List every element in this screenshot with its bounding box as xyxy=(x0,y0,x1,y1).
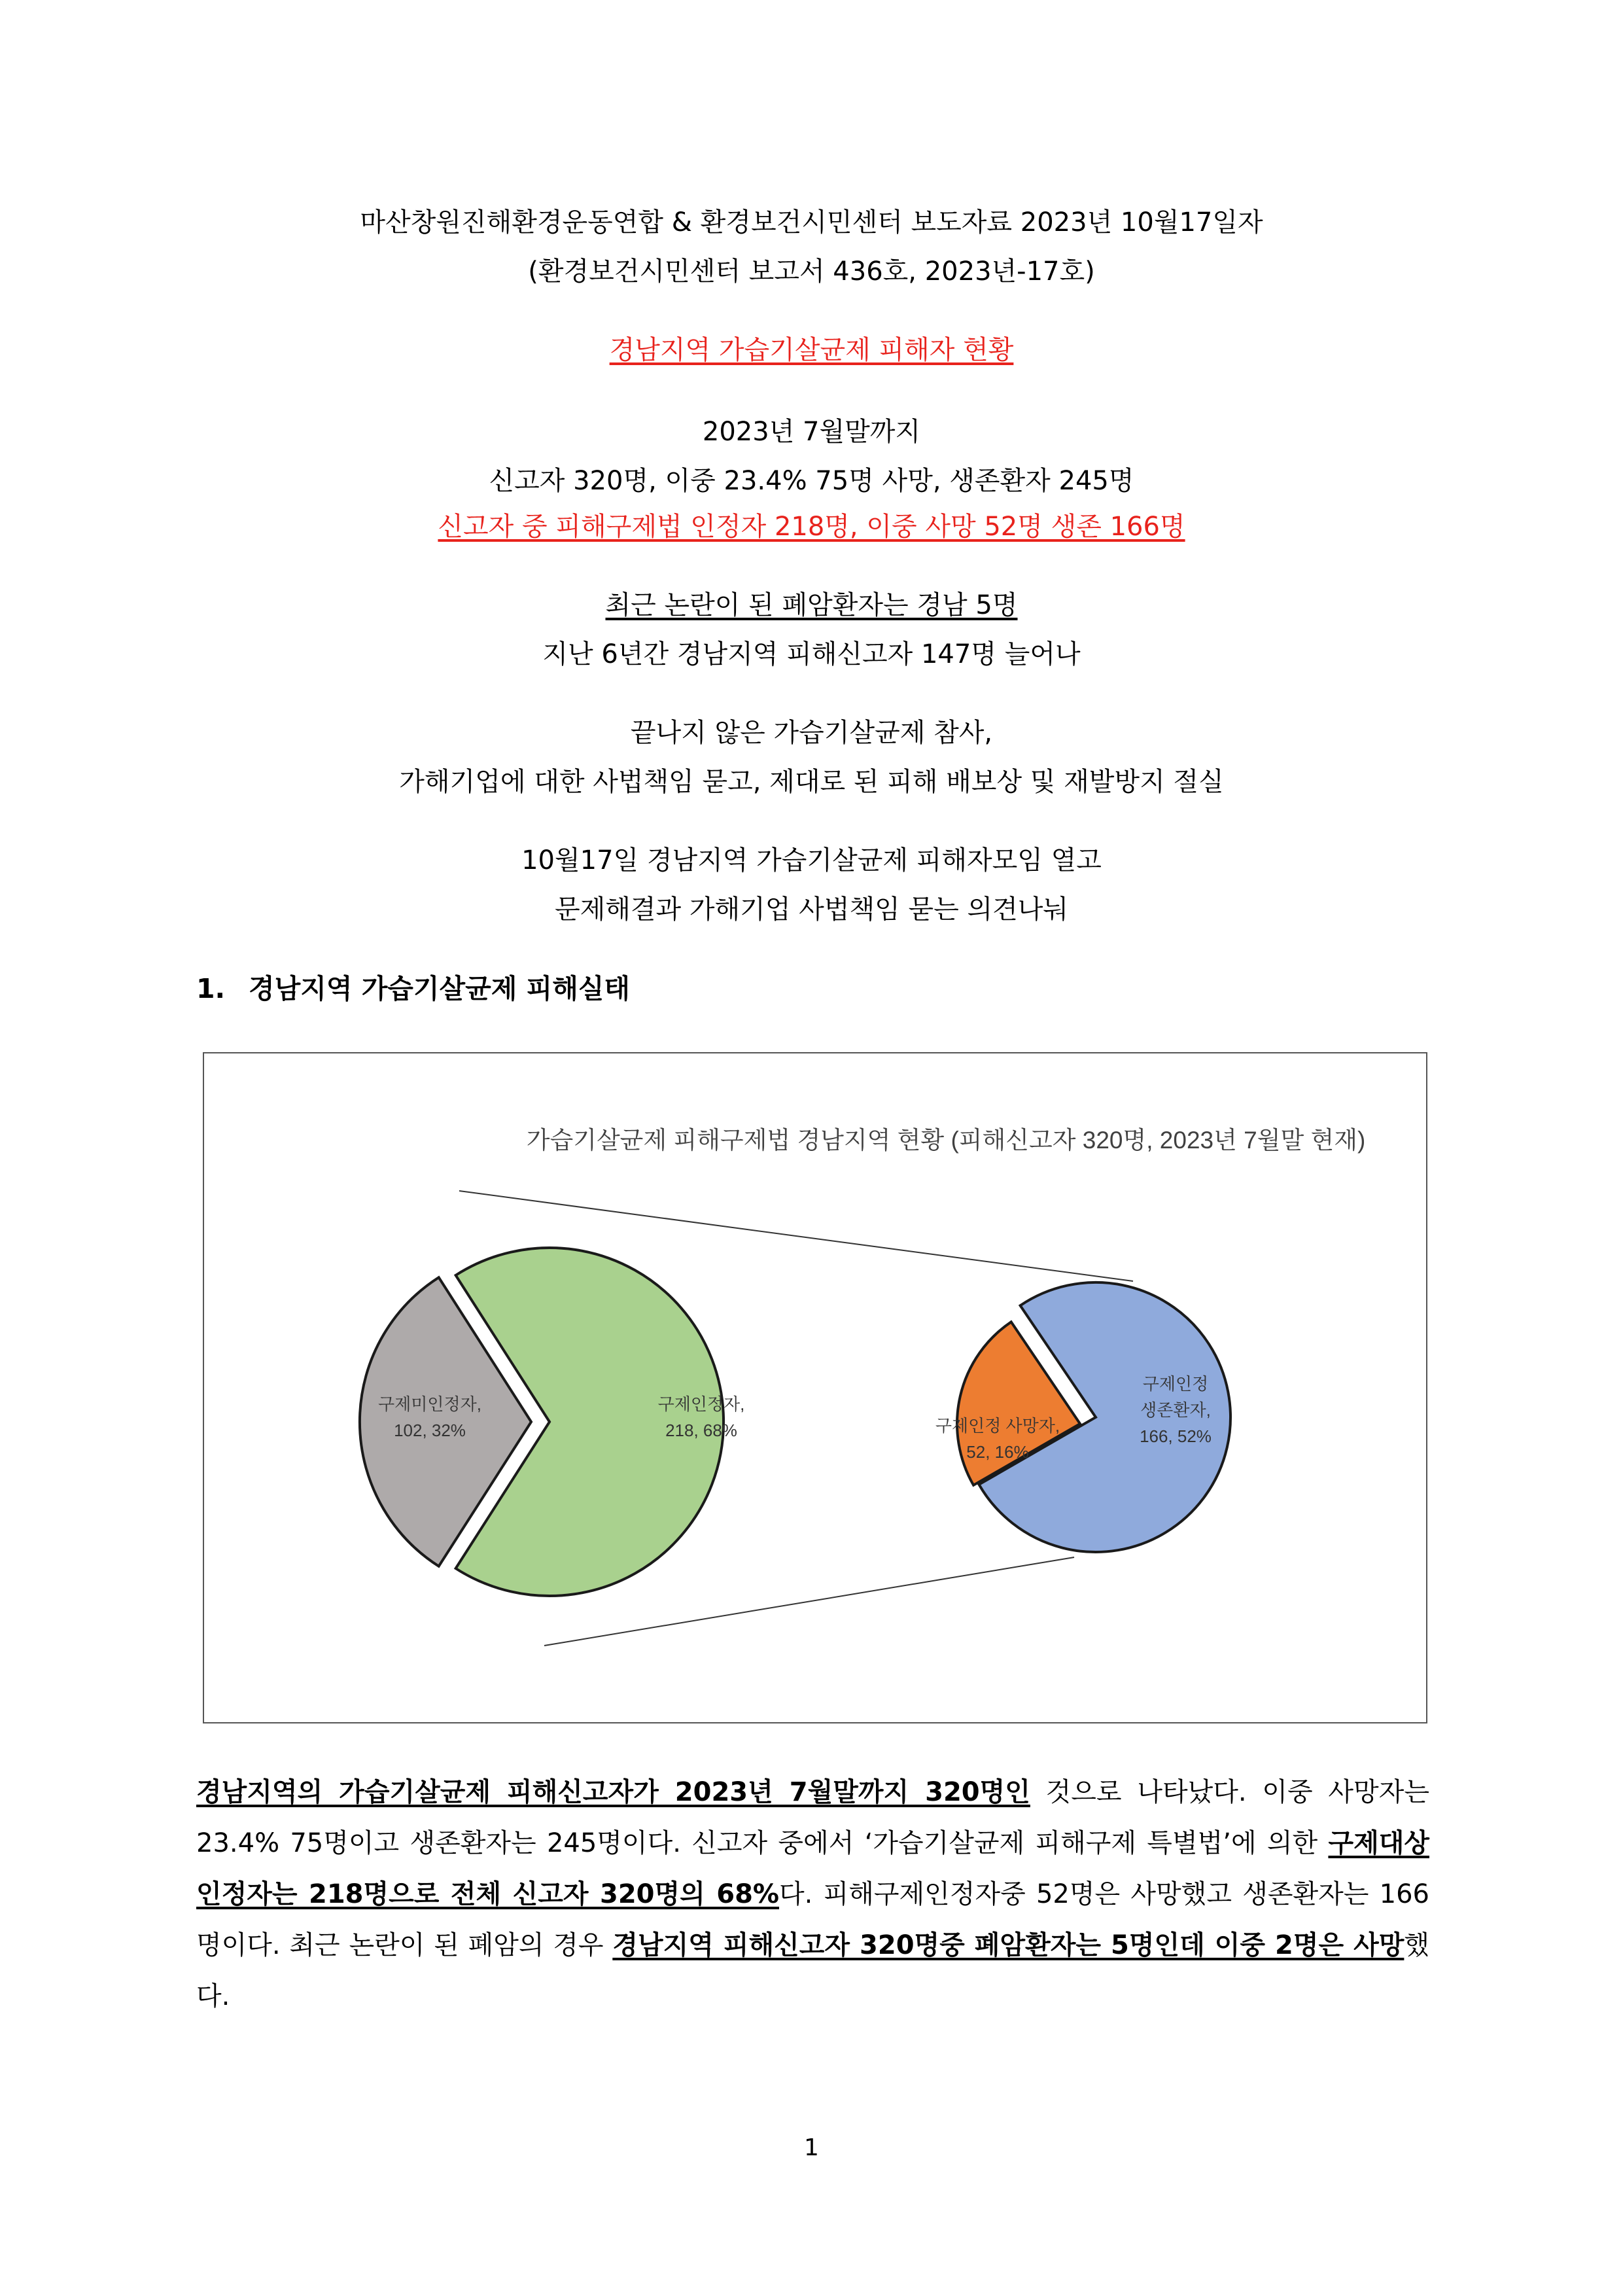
chart-frame xyxy=(203,1052,1427,1723)
label-survivors: 구제인정 생존환자, 166, 52% xyxy=(1140,1374,1212,1446)
body-text-2: 다. 피해구제인정자중 52명은 사망했고 생존환자는 166명이다. 최근 논란이 된 폐암의 경우 xyxy=(196,1879,1429,1960)
subhead-line-5: 10월17일 경남지역 가습기살균제 피해자모임 열고 xyxy=(521,845,1102,875)
subhead-line-1 xyxy=(0,586,1623,625)
subhead-line-2: 지난 6년간 경남지역 피해신고자 147명 늘어나 xyxy=(542,639,1081,669)
document-title-text: 경남지역 가습기살균제 피해자 현황 xyxy=(609,335,1014,365)
body-emphasis-2: 구제대상 인정자는 218명으로 전체 신고자 320명의 68% xyxy=(196,1828,1429,1909)
label-recognized: 구제인정자, 218, 68% xyxy=(657,1394,745,1440)
summary-line-3-text: 신고자 중 피해구제법 인정자 218명, 이중 사망 52명 생존 166명 xyxy=(438,512,1185,542)
subhead-line-1-text: 최근 논란이 된 폐암환자는 경남 5명 xyxy=(605,590,1018,620)
subhead-line-3: 끝나지 않은 가습기살균제 참사, xyxy=(630,718,993,748)
chart-title: 가습기살균제 피해구제법 경남지역 현황 (피해신고자 320명, 2023년 7월말 현재) xyxy=(526,1127,1366,1154)
page-number: 1 xyxy=(804,2134,819,2161)
summary-line-1: 2023년 7월말까지 xyxy=(702,417,921,447)
body-text-3: 했다. xyxy=(196,1930,1429,2011)
subhead-line-4: 가해기업에 대한 사법책임 묻고, 제대로 된 피해 배보상 및 재발방지 절실 xyxy=(399,767,1224,797)
section-title: 경남지역 가습기살균제 피해실태 xyxy=(249,973,631,1004)
section-number: 1. xyxy=(196,973,226,1004)
body-paragraph xyxy=(196,1767,1429,2022)
document-title xyxy=(0,330,1623,370)
summary-line-2: 신고자 320명, 이중 23.4% 75명 사망, 생존환자 245명 xyxy=(489,466,1134,496)
label-deceased: 구제인정 사망자, 52, 16% xyxy=(935,1416,1060,1462)
label-unrecognized: 구제미인정자, 102, 32% xyxy=(378,1394,481,1440)
pie-of-pie-chart xyxy=(204,1053,1426,1722)
press-release-header: 마산창원진해환경운동연합 & 환경보건시민센터 보도자료 2023년 10월17일자 xyxy=(360,207,1263,238)
body-emphasis-3: 경남지역 피해신고자 320명중 폐암환자는 5명인데 이중 2명은 사망 xyxy=(612,1930,1405,1960)
report-number: (환경보건시민센터 보고서 436호, 2023년-17호) xyxy=(528,256,1095,287)
body-emphasis-1: 경남지역의 가습기살균제 피해신고자가 2023년 7월말까지 320명인 xyxy=(196,1777,1030,1807)
body-text-1: 것으로 나타났다. 이중 사망자는 23.4% 75명이고 생존환자는 245명이다. 신고자 중에서 ‘가습기살균제 피해구제 특별법’에 의한 xyxy=(196,1777,1429,1858)
section-heading xyxy=(196,967,630,1006)
summary-line-3 xyxy=(0,507,1623,546)
subhead-line-6: 문제해결과 가해기업 사법책임 묻는 의견나눠 xyxy=(554,894,1069,925)
